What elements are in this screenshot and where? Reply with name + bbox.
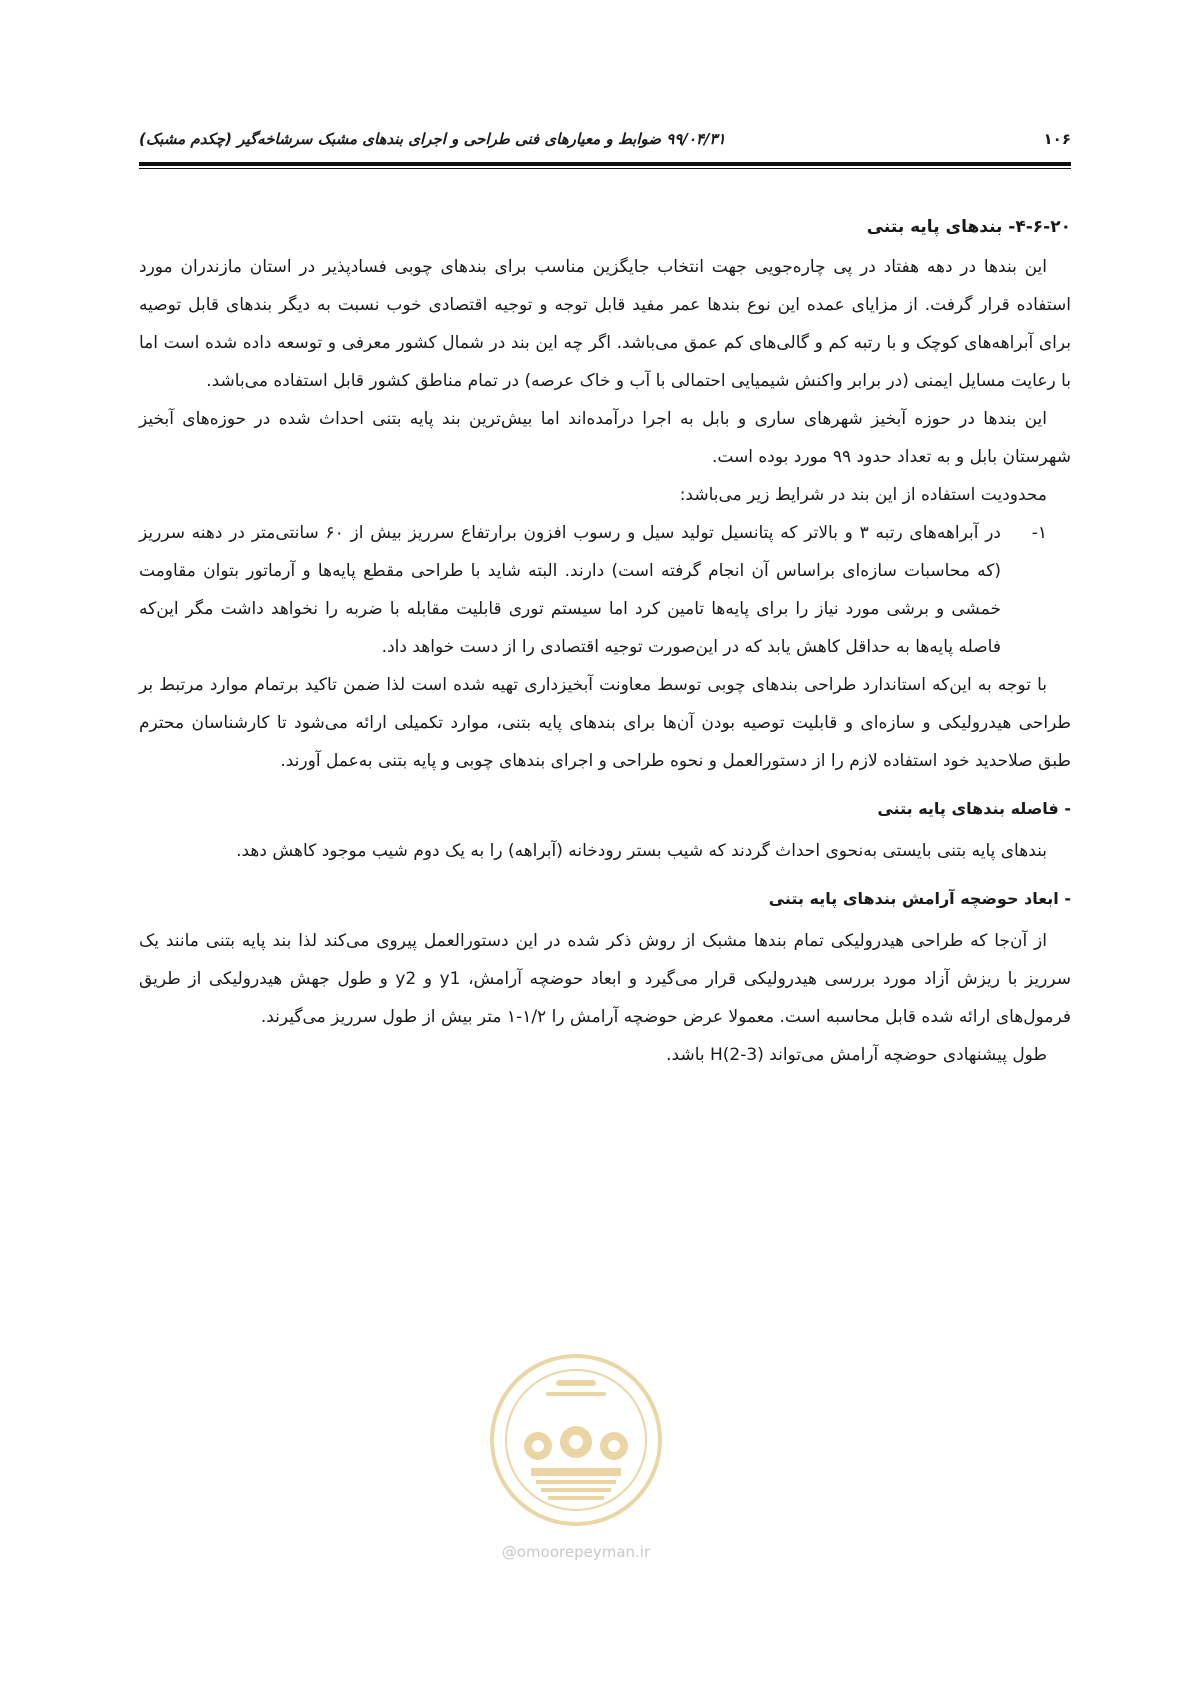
header-rule-thin	[139, 168, 1071, 169]
paragraph-limitations: محدودیت استفاده از این بند در شرایط زیر می‌باشد:	[679, 485, 1047, 505]
subheading-stilling-basin: - ابعاد حوضچه آرامش بندهای پایه بتنی	[768, 889, 1071, 908]
page-number: ۱۰۶	[1043, 130, 1071, 148]
header-rule-thick	[139, 162, 1071, 166]
paragraph-basin-length: طول پیشنهادی حوضچه آرامش می‌تواند H(2-3) باشد.	[666, 1045, 1047, 1065]
limitations-list	[139, 514, 1071, 666]
list-item-text: در آبراهه‌های رتبه ۳ و بالاتر که پتانسیل تولید سیل و رسوب افزون برارتفاع سرریز بیش از ۶۰ سانتی‌متر در دهنه سرریز (که محاسبات سازه‌ای براساس آن انجام گرفته است) دارند. البته شاید با طراحی مقطع پایه‌ها و آرماتور بتوان مقاومت خمشی و برشی مورد نیاز را برای پایه‌ها تامین کرد اما سیستم توری قابلیت مقابله با ضربه را نخواهد داشت مگر این‌که فاصله پایه‌ها به حداقل کاهش یابد که در این‌صورت توجیه اقتصادی را از دست خواهد داد.	[139, 523, 1001, 657]
list-marker: ۱-	[1031, 523, 1047, 543]
subheading-spacing: - فاصله بندهای پایه بتنی	[877, 799, 1071, 818]
paragraph-standard: با توجه به این‌که استاندارد طراحی بندهای چوبی توسط معاونت آبخیزداری تهیه شده است لذا ضمن تاکید برتمام موارد مرتبط بر طراحی هیدرولیکی و سازه‌ای و قابلیت توصیه بودن آن‌ها برای بندهای پایه بتنی، موارد تکمیلی ارائه می‌شود تا کارشناسان محترم طبق صلاحدید خود استفاده لازم را از دستورالعمل و نحوه طراحی و اجرای بندهای چوبی و پایه بتنی به‌عمل آورند.	[139, 675, 1071, 771]
section-heading: ۴-۶-۲۰- بندهای پایه بتنی	[866, 217, 1071, 237]
header-title: ۹۹/۰۴/۳۱ ضوابط و معیارهای فنی طراحی و اجرای بندهای مشبک سرشاخه‌گیر (چکدم مشبک)	[139, 130, 726, 148]
seal-logo-icon	[486, 1350, 666, 1530]
paragraph-stilling-basin: از آن‌جا که طراحی هیدرولیکی تمام بندها مشبک از روش ذکر شده در این دستورالعمل پیروی می‌کند لذا بند پایه بتنی مانند یک سرریز با ریزش آزاد مورد بررسی هیدرولیکی قرار می‌گیرد و ابعاد حوضچه آرامش، y1 و y2 و طول جهش هیدرولیکی از طریق فرمول‌های ارائه شده قابل محاسبه است. معمولا عرض حوضچه آرامش را ۱/۲-۱ متر بیش از طول سرریز می‌گیرند.	[139, 931, 1071, 1027]
list-item	[139, 514, 1071, 666]
watermark-url: @omoorepeyman.ir	[501, 1543, 651, 1561]
paragraph-spacing: بندهای پایه بتنی بایستی به‌نحوی احداث گردند که شیب بستر رودخانه (آبراهه) را به یک دوم شیب موجود کاهش دهد.	[236, 841, 1047, 861]
page-header	[139, 126, 1071, 162]
main-content	[139, 212, 1071, 1074]
paragraph-locations: این بندها در حوزه آبخیز شهرهای ساری و بابل به اجرا درآمده‌اند اما بیش‌ترین بند پایه بتنی احداث شده در حوزه‌های آبخیز شهرستان بابل و به تعداد حدود ۹۹ مورد بوده است.	[139, 409, 1071, 467]
paragraph-intro: این بندها در دهه هفتاد در پی چاره‌جویی جهت انتخاب جایگزین مناسب برای بندهای چوبی فسادپذیر در استان مازندران مورد استفاده قرار گرفت. از مزایای عمده این نوع بندها عمر مفید قابل توجه و توجیه اقتصادی خوب نسبت به دیگر بندهای قابل توصیه برای آبراهه‌های کوچک و با رتبه کم و گالی‌های کم عمق می‌باشد. اگر چه این بند در شمال کشور معرفی و توسعه داده شده است اما با رعایت مسایل ایمنی (در برابر واکنش شیمیایی احتمالی با آب و خاک عرصه) در تمام مناطق کشور قابل استفاده می‌باشد.	[139, 257, 1071, 391]
